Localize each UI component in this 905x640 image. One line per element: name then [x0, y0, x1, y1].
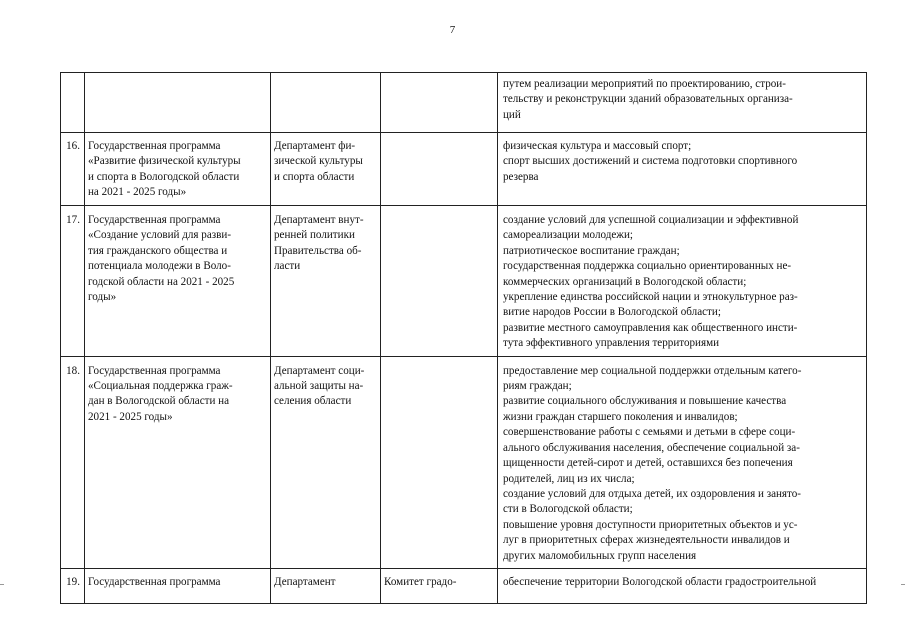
left-edge-mark [0, 584, 4, 585]
program-directions-line: обеспечение территории Вологодской области градостроительной [503, 575, 817, 588]
page-number: 7 [449, 24, 456, 36]
responsible-executor-line: Департамент [274, 575, 336, 588]
program-directions-line: ций [503, 108, 521, 121]
program-directions-line: коммерческих организаций в Вологодской области; [503, 275, 747, 288]
programs-table-body [61, 73, 867, 604]
co-executor-line: Комитет градо- [384, 575, 457, 588]
table-row [61, 568, 867, 603]
responsible-executor-line: Департамент соци- [274, 364, 365, 377]
co-executor-cell [381, 568, 498, 603]
program-directions-line: луг в приоритетных сферах жизнедеятельности инвалидов и [503, 534, 790, 547]
table-row [61, 73, 867, 133]
responsible-executor-line: и спорта области [274, 170, 355, 183]
program-directions-line: щищенности детей-сирот и детей, оставшихся без попечения [503, 457, 793, 470]
right-edge-mark [901, 584, 905, 585]
responsible-executor-cell [271, 356, 381, 568]
program-name-cell [85, 568, 271, 603]
program-directions-line: путем реализации мероприятий по проектированию, строи- [503, 78, 786, 90]
row-number: 19. [61, 568, 85, 603]
program-directions-line: резерва [503, 170, 539, 183]
program-directions-line: совершенствование работы с семьями и детьми в сфере соци- [503, 426, 796, 439]
program-directions-line: ального обслуживания населения, обеспечение социальной за- [503, 441, 800, 454]
responsible-executor-line: Правительства об- [274, 244, 362, 257]
program-directions-line: жизни граждан старшего поколения и инвалидов; [503, 410, 738, 423]
program-directions-line: развитие социального обслуживания и повышение качества [503, 395, 787, 408]
co-executor-cell [381, 206, 498, 357]
program-name-line: годы» [88, 291, 117, 304]
program-name-line: Государственная программа [88, 140, 221, 152]
program-name-line: потенциала молодежи в Воло- [88, 260, 231, 273]
program-name-line: дан в Вологодской области на [88, 395, 230, 408]
program-name-line: Государственная программа [88, 364, 221, 377]
responsible-executor-cell [271, 133, 381, 206]
row-number: 18. [61, 356, 85, 568]
program-name-line: на 2021 - 2025 годы» [88, 186, 187, 199]
program-directions-line: повышение уровня доступности приоритетных объектов и ус- [503, 518, 798, 531]
program-directions-cell [498, 356, 867, 568]
program-directions-line: государственная поддержка социально ориентированных не- [503, 260, 792, 273]
co-executor-cell [381, 356, 498, 568]
program-directions-line: спорт высших достижений и система подготовки спортивного [503, 155, 798, 168]
program-name-line: годской области на 2021 - 2025 [88, 275, 235, 288]
responsible-executor-line: ласти [274, 260, 301, 273]
responsible-executor-line: ренней политики [274, 229, 355, 242]
program-directions-line: предоставление мер социальной поддержки отдельным катего- [503, 364, 802, 377]
program-name-line: «Создание условий для разви- [88, 229, 232, 242]
program-name-cell [85, 206, 271, 357]
co-executor-cell [381, 133, 498, 206]
program-name-line: Государственная программа [88, 575, 221, 588]
program-name-cell [85, 73, 271, 133]
program-directions-line: родителей, лиц из их числа; [503, 472, 635, 485]
program-directions-line: укрепление единства российской нации и этнокультурное раз- [503, 291, 798, 304]
program-directions-line: сти в Вологодской области; [503, 503, 633, 516]
responsible-executor-line: Департамент внут- [274, 214, 364, 226]
program-directions-line: создание условий для отдыха детей, их оздоровления и занято- [503, 487, 801, 500]
program-directions-line: самореализации молодежи; [503, 229, 633, 242]
table-row [61, 133, 867, 206]
program-name-cell [85, 133, 271, 206]
table-row [61, 206, 867, 357]
responsible-executor-cell [271, 568, 381, 603]
program-name-line: «Социальная поддержка граж- [88, 380, 233, 393]
program-directions-line: развитие местного самоуправления как общественного инсти- [503, 321, 798, 334]
program-directions-cell [498, 133, 867, 206]
program-name-line: Государственная программа [88, 214, 221, 226]
row-number [61, 73, 85, 133]
program-directions-line: тельству и реконструкции зданий образовательных организа- [503, 93, 793, 106]
responsible-executor-line: селения области [274, 395, 352, 408]
co-executor-cell [381, 73, 498, 133]
program-directions-line: других маломобильных групп населения [503, 549, 697, 562]
table-row [61, 356, 867, 568]
program-directions-line: физическая культура и массовый спорт; [503, 140, 692, 152]
responsible-executor-line: альной защиты на- [274, 380, 364, 393]
program-name-line: «Развитие физической культуры [88, 155, 241, 168]
program-directions-line: патриотическое воспитание граждан; [503, 244, 680, 257]
program-directions-line: создание условий для успешной социализации и эффективной [503, 214, 799, 226]
program-directions-line: витие народов России в Вологодской области; [503, 306, 721, 319]
program-directions-cell [498, 568, 867, 603]
program-name-line: тия гражданского общества и [88, 244, 228, 257]
responsible-executor-line: зической культуры [274, 155, 363, 168]
program-name-cell [85, 356, 271, 568]
row-number: 17. [61, 206, 85, 357]
program-directions-line: тута эффективного управления территориями [503, 337, 720, 350]
program-name-line: и спорта в Вологодской области [88, 170, 240, 183]
responsible-executor-line: Департамент фи- [274, 140, 356, 152]
program-name-line: 2021 - 2025 годы» [88, 410, 173, 423]
responsible-executor-cell [271, 206, 381, 357]
responsible-executor-cell [271, 73, 381, 133]
program-directions-line: риям граждан; [503, 380, 572, 393]
program-directions-cell [498, 73, 867, 133]
row-number: 16. [61, 133, 85, 206]
programs-table [60, 72, 867, 604]
program-directions-cell [498, 206, 867, 357]
